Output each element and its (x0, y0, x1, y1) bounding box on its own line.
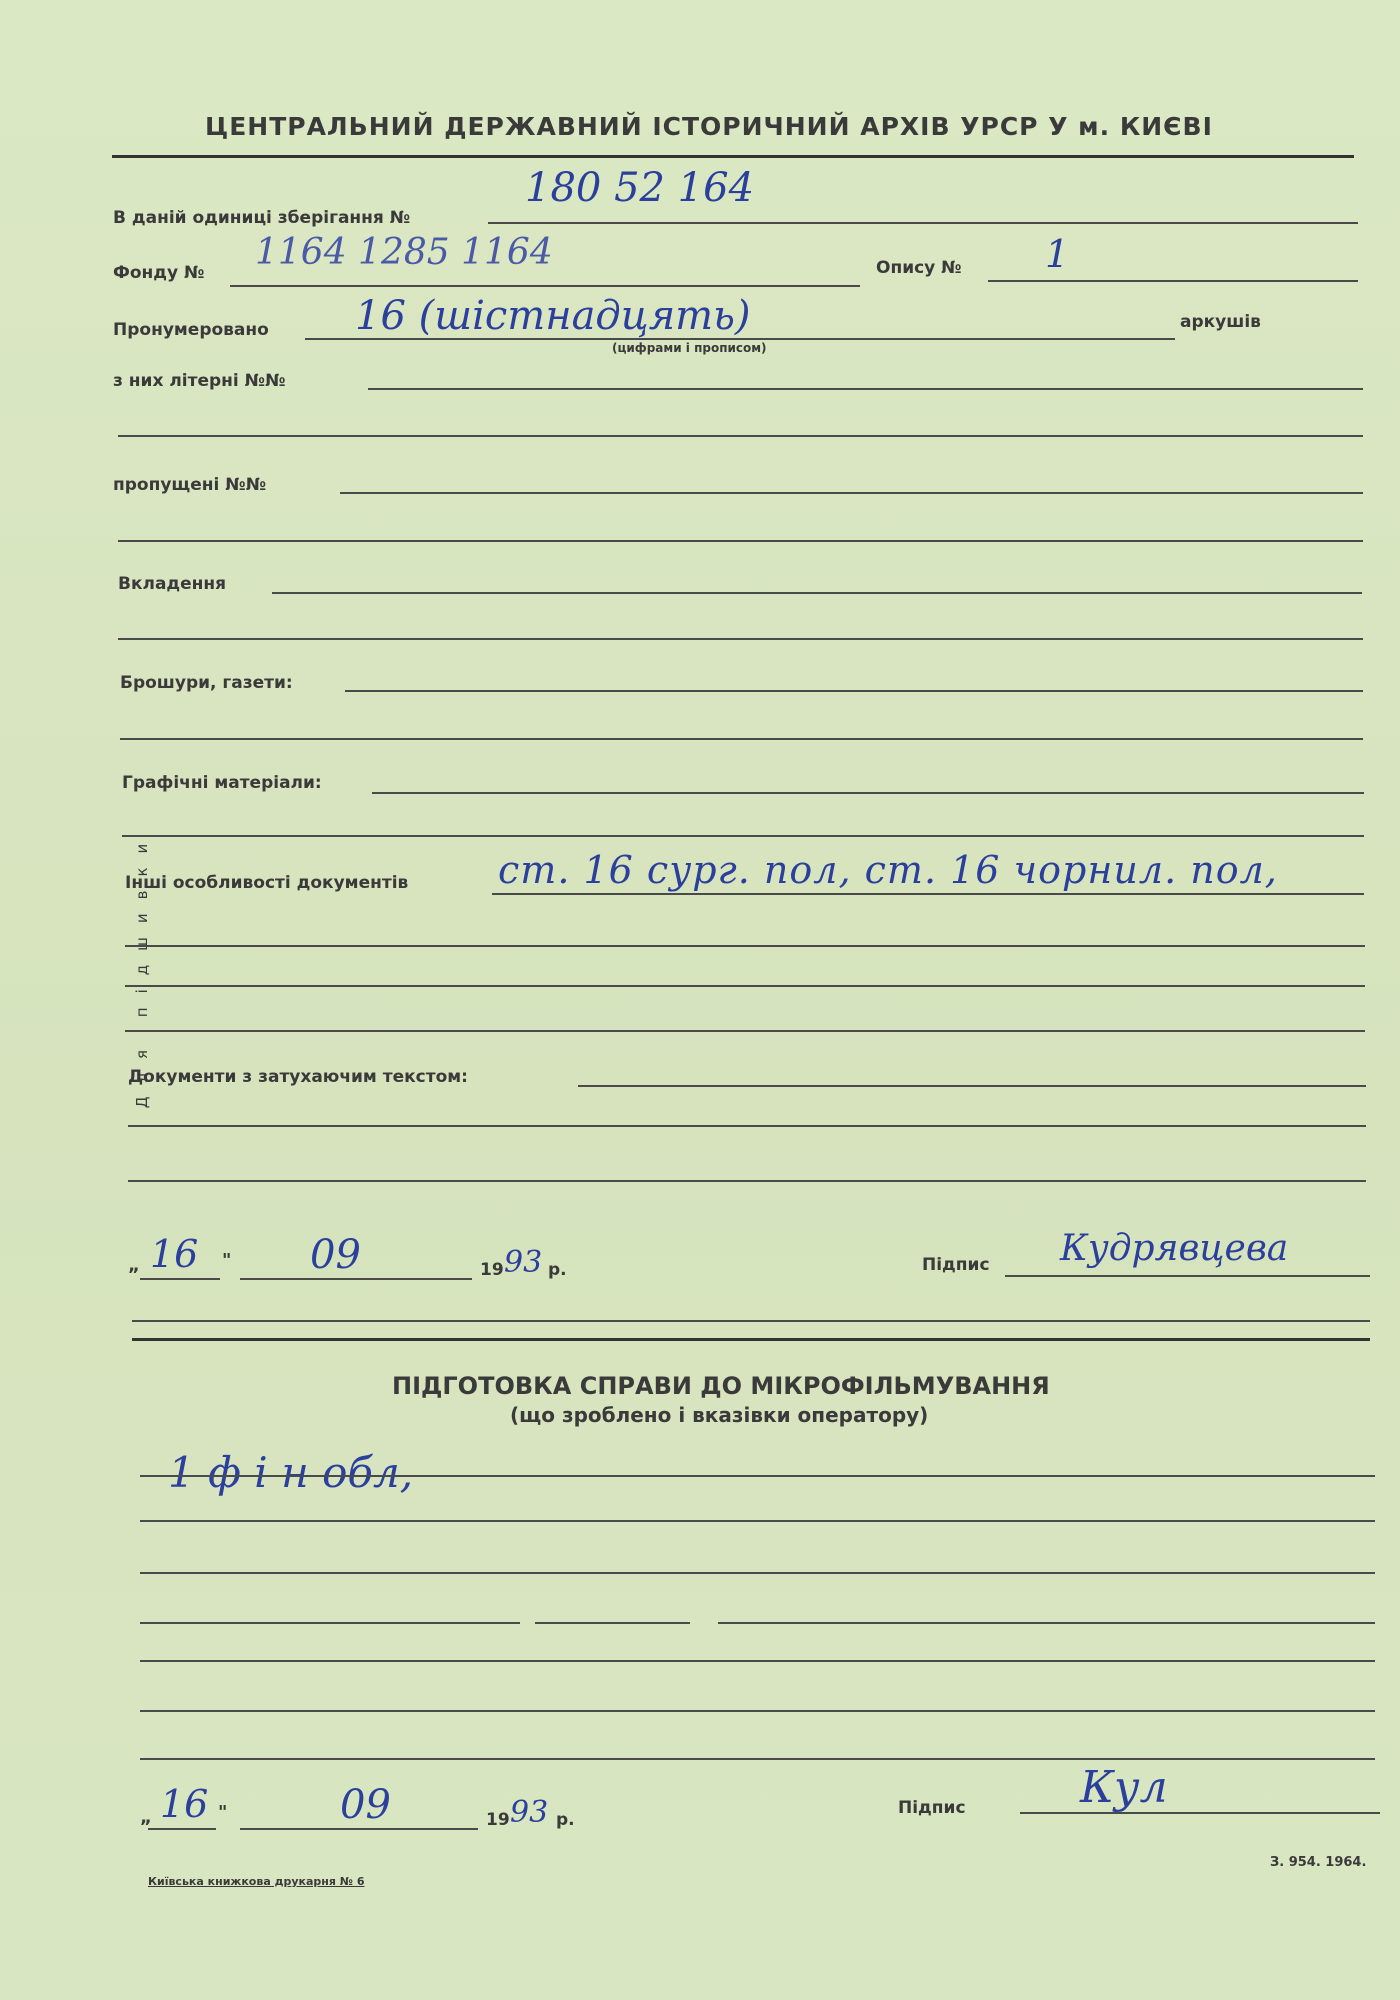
date1-day-line (140, 1278, 220, 1280)
graphics-line-2 (122, 835, 1364, 837)
microfilm-note: 1 ф і н обл, (168, 1448, 414, 1497)
date2-close-quote: " (218, 1802, 228, 1823)
signature1-rule-b (132, 1338, 1370, 1341)
microfilm-title: ПІДГОТОВКА СПРАВИ ДО МІКРОФІЛЬМУВАННЯ (392, 1372, 1050, 1400)
header-rule (112, 155, 1354, 158)
letter-line-2 (118, 435, 1363, 437)
date1-close-quote: " (222, 1250, 232, 1271)
signature2: Кул (1080, 1762, 1168, 1813)
brochures-line-2 (120, 738, 1363, 740)
numbered-hint: (цифрами і прописом) (612, 341, 767, 355)
unit-value: 180 52 164 (525, 165, 755, 211)
microfilm-subtitle: (що зроблено і вказівки оператору) (510, 1403, 929, 1427)
fond-line (230, 285, 860, 287)
letter-line-1 (368, 388, 1363, 390)
microfilm-line-4a (140, 1622, 520, 1624)
other-line-1 (492, 893, 1364, 895)
date2-open-quote: „ (140, 1807, 152, 1828)
date2-day: 16 (160, 1782, 209, 1826)
microfilm-line-5 (140, 1660, 1375, 1662)
fading-line-3 (128, 1180, 1366, 1182)
enclosures-label: Вкладення (118, 574, 227, 594)
microfilm-line-3 (140, 1572, 1375, 1574)
fond-value: 1164 1285 1164 (255, 232, 553, 273)
date2-year-suffix: 93 (510, 1795, 549, 1830)
numbered-line (305, 338, 1175, 340)
fond-label: Фонду № (113, 263, 205, 283)
microfilm-line-4c (718, 1622, 1375, 1624)
fading-line-2 (128, 1125, 1366, 1127)
brochures-line-1 (345, 690, 1363, 692)
signature1-rule-a (132, 1320, 1370, 1322)
date1-open-quote: „ (128, 1255, 140, 1276)
signature2-line (1020, 1812, 1380, 1814)
signature1-line (1005, 1275, 1370, 1277)
microfilm-line-2 (140, 1520, 1375, 1522)
other-value: ст. 16 сург. пол, ст. 16 чорнил. пол, (498, 848, 1278, 892)
numbered-value: 16 (шістнадцять) (355, 293, 751, 339)
microfilm-line-7 (140, 1758, 1375, 1760)
other-line-3 (125, 985, 1365, 987)
other-label: Інші особливості документів (125, 873, 409, 893)
date1-day: 16 (150, 1232, 199, 1276)
signature1: Кудрявцева (1060, 1228, 1289, 1269)
brochures-label: Брошури, газети: (120, 673, 293, 693)
signature2-label: Підпис (898, 1798, 966, 1818)
enclosures-line-1 (272, 592, 1362, 594)
printer-name: Київська книжкова друкарня № 6 (148, 1875, 365, 1888)
date2-month-line (240, 1828, 478, 1830)
side-label: Для підшивки (133, 829, 151, 1109)
date2-month: 09 (340, 1782, 391, 1828)
signature1-label: Підпис (922, 1255, 990, 1275)
unit-line (488, 222, 1358, 224)
numbered-label: Пронумеровано (113, 320, 269, 340)
date1-year-end: р. (548, 1260, 567, 1280)
form-code: З. 954. 1964. (1270, 1855, 1367, 1870)
enclosures-line-2 (118, 638, 1363, 640)
graphics-label: Графічні матеріали: (122, 773, 322, 793)
numbered-suffix: аркушів (1180, 312, 1261, 332)
other-line-4 (125, 1030, 1365, 1032)
date2-day-line (148, 1828, 216, 1830)
opys-label: Опису № (876, 258, 962, 278)
other-line-2 (125, 945, 1365, 947)
microfilm-line-4b (535, 1622, 690, 1624)
fading-label: Документи з затухаючим текстом: (128, 1067, 468, 1087)
graphics-line-1 (372, 792, 1364, 794)
skipped-label: пропущені №№ (113, 475, 267, 495)
unit-label: В даній одиниці зберігання № (113, 208, 411, 228)
date1-month-line (240, 1278, 472, 1280)
opys-value: 1 (1045, 232, 1070, 276)
opys-line (988, 280, 1358, 282)
fading-line-1 (578, 1085, 1366, 1087)
skipped-line-2 (118, 540, 1363, 542)
date2-year-prefix: 19 (486, 1810, 510, 1830)
microfilm-line-6 (140, 1710, 1375, 1712)
letter-label: з них літерні №№ (113, 371, 286, 391)
microfilm-line-1 (140, 1475, 1375, 1477)
archive-title: ЦЕНТРАЛЬНИЙ ДЕРЖАВНИЙ ІСТОРИЧНИЙ АРХІВ УРСР У м. КИЄВІ (205, 112, 1213, 141)
date1-year-suffix: 93 (504, 1245, 543, 1280)
skipped-line-1 (340, 492, 1363, 494)
date2-year-end: р. (556, 1810, 575, 1830)
date1-month: 09 (310, 1232, 361, 1278)
date1-year-prefix: 19 (480, 1260, 504, 1280)
